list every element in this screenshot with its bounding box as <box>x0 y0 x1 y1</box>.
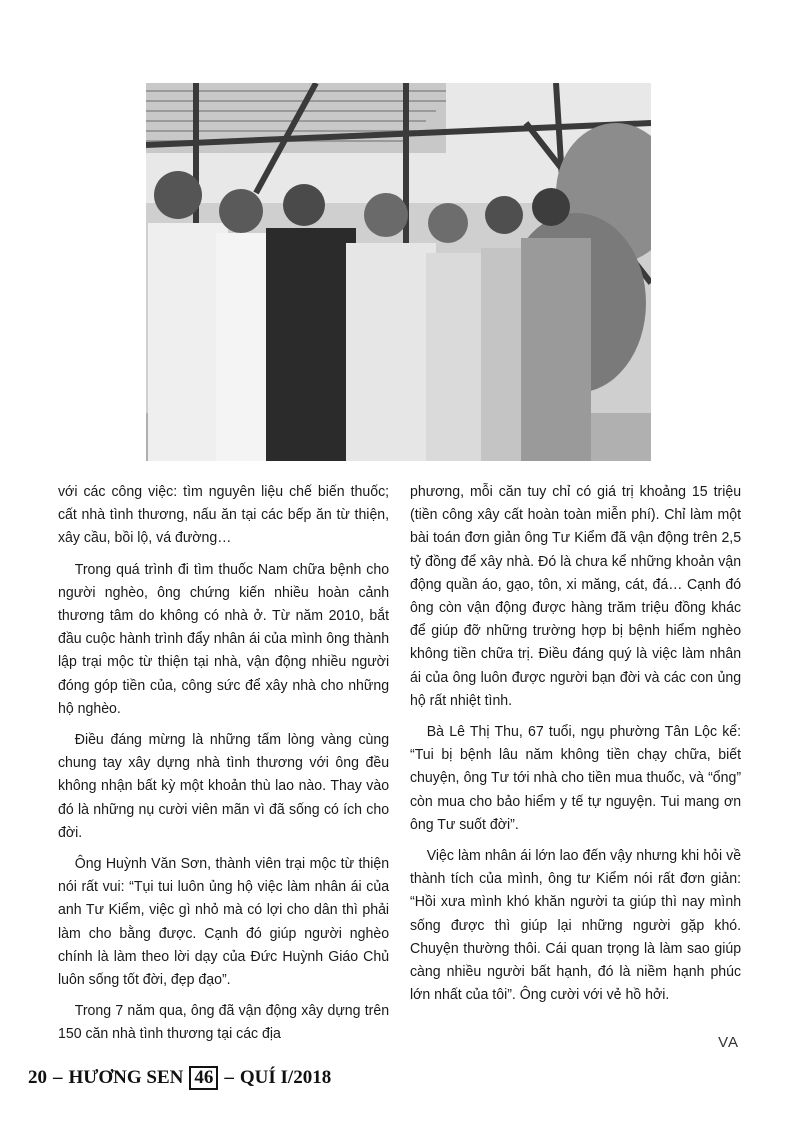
article-left-column <box>58 480 389 1054</box>
paragraph: với các công việc: tìm nguyên liệu chế biến thuốc; cất nhà tình thương, nấu ăn tại các bếp ăn từ thiện, xây cầu, bồi lộ, vá đường… <box>58 483 390 547</box>
paragraph: Việc làm nhân ái lớn lao đến vậy nhưng khi hỏi về thành tích của mình, ông tư Kiểm nói rất đơn giản: “Hồi xưa mình khó khăn người ta giúp thì nay mình sống được thì giúp lại những người gặp khó. Chuyện thường thôi. Cái quan trọng là làm sao giúp càng nhiều người bất hạnh, đó là niềm hạnh phúc lớn nhất của tôi”. Ông cười với vẻ hồ hởi. <box>410 847 742 1004</box>
footer-dash: – <box>53 1067 63 1088</box>
paragraph: Điều đáng mừng là những tấm lòng vàng cùng chung tay xây dựng nhà tình thương với ông đều không nhận bất kỳ một khoản thù lao nào. Thay vào đó là những nụ cười viên mãn vì đã sống có ích cho đời. <box>58 731 390 841</box>
page-footer <box>28 1066 331 1090</box>
page-number: 20 <box>28 1067 47 1088</box>
paragraph: Trong 7 năm qua, ông đã vận động xây dựng trên 150 căn nhà tình thương tại các địa <box>58 1002 390 1043</box>
paragraph: Trong quá trình đi tìm thuốc Nam chữa bệnh cho người nghèo, ông chứng kiến nhiều hoàn cảnh thương tâm do không có nhà ở. Từ năm 2010, bắt đầu cuộc hành trình đẩy nhân ái của mình ông thành lập trại mộc từ thiện tại nhà, vận động nhiều người đóng góp tiền của, công sức để xây nhà cho những hộ nghèo. <box>58 560 390 717</box>
paragraph: phương, mỗi căn tuy chỉ có giá trị khoảng 15 triệu (tiền công xây cất hoàn toàn miễn phí). Chỉ làm một bài toán đơn giản ông Tư Kiểm đã vận động trên 2,5 tỷ đồng để xây nhà. Đó là chưa kể những khoản vận động quần áo, gạo, tôn, xi măng, cát, đá… Cạnh đó ông còn vận động được hàng trăm triệu đồng khác để giúp đỡ những trường hợp bị bệnh hiểm nghèo không tiền chữa trị. Điều đáng quý là việc làm nhân ái của ông luôn được người bạn đời và các con ủng hộ rất nhiệt tình. <box>410 483 742 709</box>
paragraph: Ông Huỳnh Văn Sơn, thành viên trại mộc từ thiện nói rất vui: “Tụi tui luôn ủng hộ việc làm nhân ái của anh Tư Kiểm, việc gì nhỏ mà có lợi cho dân thì phải làm cho bằng được. Cạnh đó giúp người nghèo chính là làm theo lời dạy của Đức Huỳnh Giáo Chủ luôn sống tốt đời, đẹp đạo”. <box>58 855 390 989</box>
issue-period: QUÍ I/2018 <box>239 1067 332 1088</box>
paragraph: Bà Lê Thị Thu, 67 tuổi, ngụ phường Tân Lộc kể: “Tui bị bệnh lâu năm không tiền chạy chữa, biết chuyện, ông Tư tới nhà cho tiền mua thuốc, và “ổng” còn mua cho bảo hiểm y tế tự nguyện. Tui mang ơn ông Tư suốt đời”. <box>410 723 742 833</box>
group-photo-image <box>146 83 651 461</box>
footer-dash: – <box>224 1067 234 1088</box>
issue-number: 46 <box>189 1066 218 1090</box>
author-signature: VA <box>718 1034 739 1051</box>
article-right-column <box>410 480 741 1014</box>
magazine-name: HƯƠNG SEN <box>68 1067 184 1088</box>
group-photo <box>146 83 651 461</box>
